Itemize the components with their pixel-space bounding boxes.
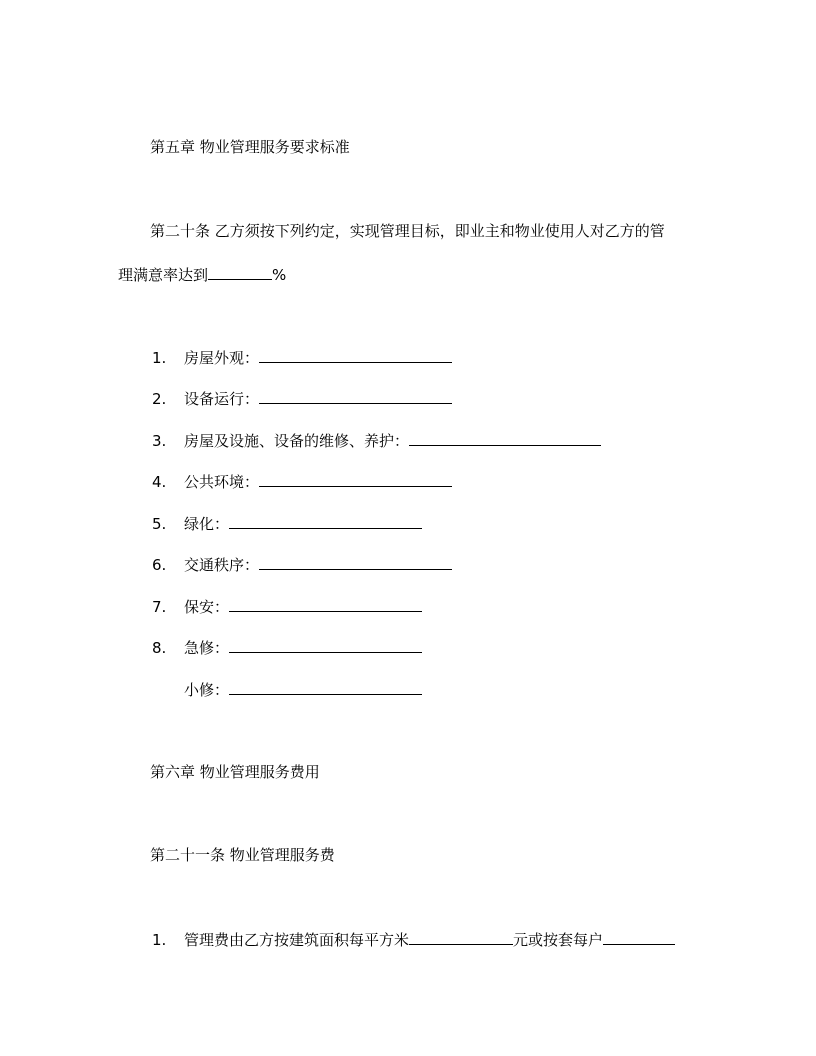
item-blank[interactable] xyxy=(229,596,422,612)
article-21-item-1 xyxy=(152,929,675,950)
list-item xyxy=(152,596,422,617)
article-20-line-2 xyxy=(118,264,286,285)
list-item xyxy=(152,430,601,451)
item-number: 2. xyxy=(152,390,167,408)
item-number: 4. xyxy=(152,473,167,491)
item-blank[interactable] xyxy=(259,471,452,487)
item-blank[interactable] xyxy=(259,388,452,404)
list-item xyxy=(152,513,422,534)
list-item xyxy=(152,637,422,658)
item-blank[interactable] xyxy=(259,347,452,363)
fee-per-sqm-blank[interactable] xyxy=(409,929,513,945)
article-20-prefix: 理满意率达到 xyxy=(118,266,209,284)
item-text-b: 元或按套每户 xyxy=(513,931,604,949)
item-label: 绿化： xyxy=(184,515,230,533)
item-number: 1. xyxy=(152,349,167,367)
chapter-5-title: 第五章 物业管理服务要求标准 xyxy=(150,138,350,156)
item-label: 小修： xyxy=(184,681,230,699)
item-blank[interactable] xyxy=(409,430,601,446)
chapter-6-title: 第六章 物业管理服务费用 xyxy=(150,763,320,781)
item-label: 设备运行： xyxy=(184,390,260,408)
item-number: 3. xyxy=(152,432,167,450)
item-label: 房屋及设施、设备的维修、养护： xyxy=(184,432,410,450)
item-number: 6. xyxy=(152,556,167,574)
item-label: 保安： xyxy=(184,598,230,616)
article-20-line-1: 第二十条 乙方须按下列约定，实现管理目标，即业主和物业使用人对乙方的管 xyxy=(150,222,665,240)
article-21-title: 第二十一条 物业管理服务费 xyxy=(150,846,335,864)
list-item xyxy=(152,471,452,492)
item-label: 房屋外观： xyxy=(184,349,260,367)
item-blank[interactable] xyxy=(229,637,422,653)
list-item xyxy=(152,388,452,409)
item-number: 1. xyxy=(152,931,167,949)
item-blank[interactable] xyxy=(259,554,452,570)
item-number: 5. xyxy=(152,515,167,533)
satisfaction-rate-blank[interactable] xyxy=(208,264,272,280)
item-number: 7. xyxy=(152,598,167,616)
item-blank[interactable] xyxy=(229,513,422,529)
percent-sign: % xyxy=(272,266,287,284)
list-item xyxy=(152,347,452,368)
list-item xyxy=(152,679,422,700)
item-number: 8. xyxy=(152,639,167,657)
item-label: 交通秩序： xyxy=(184,556,260,574)
item-label: 急修： xyxy=(184,639,230,657)
item-blank[interactable] xyxy=(229,679,422,695)
item-label: 公共环境： xyxy=(184,473,260,491)
list-item xyxy=(152,554,452,575)
item-text-a: 管理费由乙方按建筑面积每平方米 xyxy=(184,931,410,949)
fee-per-unit-blank[interactable] xyxy=(603,929,675,945)
